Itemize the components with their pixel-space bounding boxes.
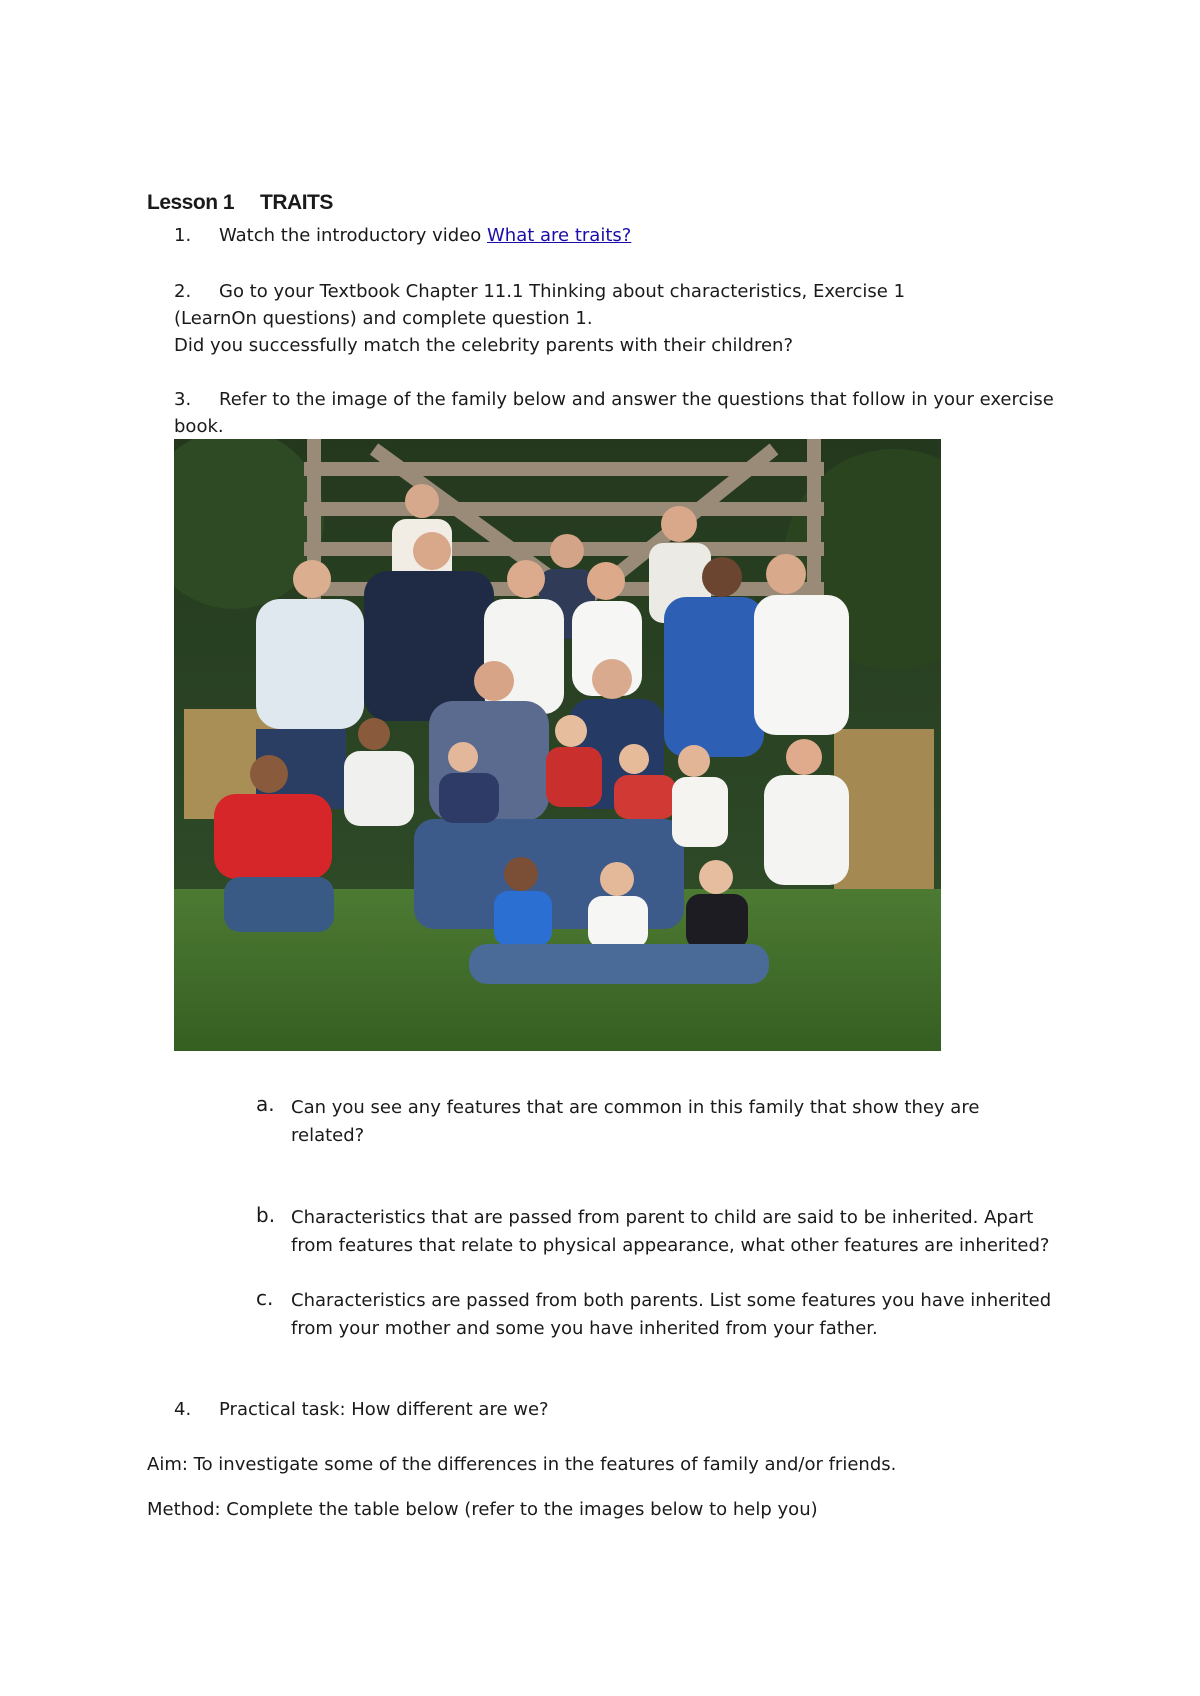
item-3-line2: book. [174, 416, 224, 437]
item-2-line3: Did you successfully match the celebrity parents with their children? [174, 335, 793, 356]
item-3 [174, 386, 1054, 413]
question-a-letter: a. [256, 1092, 275, 1116]
item-2-number: 2. [174, 281, 192, 302]
item-2-line2: (LearnOn questions) and complete question 1. [174, 308, 593, 329]
item-4 [174, 1396, 549, 1423]
question-c-letter: c. [256, 1286, 274, 1310]
item-1-number: 1. [174, 225, 192, 246]
item-3-text: Refer to the image of the family below and answer the questions that follow in your exercise [219, 389, 1054, 410]
lesson-number: Lesson 1 [147, 191, 235, 214]
video-link[interactable]: What are traits? [486, 225, 632, 246]
question-c-text: Characteristics are passed from both parents. List some features you have inherited from your mother and some you have inherited from your father. [291, 1290, 1052, 1339]
item-4-number: 4. [174, 1399, 192, 1420]
question-b-text: Characteristics that are passed from parent to child are said to be inherited. Apart from features that relate to physical appearance, what other features are inherited? [291, 1207, 1050, 1256]
lesson-topic: TRAITS [260, 191, 333, 214]
item-2 [174, 278, 905, 305]
family-photo-illustration [174, 439, 941, 1051]
lesson-title [147, 191, 333, 215]
method-text: Method: Complete the table below (refer to the images below to help you) [147, 1499, 818, 1520]
aim-text: Aim: To investigate some of the differences in the features of family and/or friends. [147, 1454, 897, 1475]
item-1-text: Watch the introductory video [219, 225, 487, 246]
question-a-text: Can you see any features that are common in this family that show they are related? [291, 1097, 980, 1146]
item-3-number: 3. [174, 389, 192, 410]
question-b-letter: b. [256, 1203, 276, 1227]
item-1 [174, 222, 631, 249]
item-4-text: Practical task: How different are we? [219, 1399, 549, 1420]
family-photo [174, 439, 941, 1051]
item-2-text: Go to your Textbook Chapter 11.1 Thinking about characteristics, Exercise 1 [219, 281, 906, 302]
